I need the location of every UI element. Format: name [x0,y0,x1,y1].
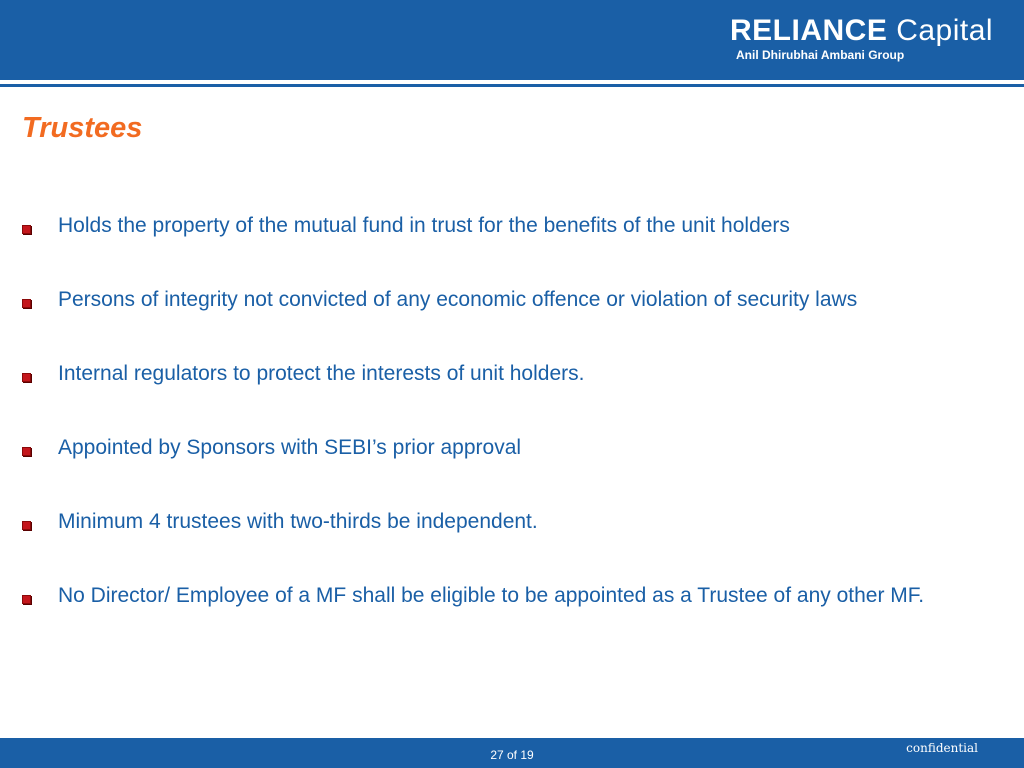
logo-capital-text: Capital [896,14,994,47]
footer-bar [0,738,1024,768]
bullet-item [22,284,982,315]
bullet-text: Internal regulators to protect the interests of unit holders. [58,362,585,385]
confidential-label: confidential [906,741,978,755]
square-bullet-icon [22,225,31,234]
bullet-item [22,432,982,463]
square-bullet-icon [22,373,31,382]
bullet-item [22,506,982,537]
page-number: 27 of 19 [490,748,534,762]
square-bullet-icon [22,595,31,604]
square-bullet-icon [22,521,31,530]
header-divider [0,84,1024,87]
bullet-text: Persons of integrity not convicted of any economic offence or violation of security laws [58,288,858,311]
bullet-text: Holds the property of the mutual fund in trust for the benefits of the unit holders [58,214,790,237]
bullet-item [22,358,982,389]
bullet-item [22,210,982,241]
logo-reliance-text: RELIANCE [730,14,888,47]
bullet-text: No Director/ Employee of a MF shall be eligible to be appointed as a Trustee of any other MF. [58,584,925,607]
header-bar [0,0,1024,84]
bullet-item [22,580,982,611]
reliance-capital-logo [730,14,1002,66]
logo-subtitle: Anil Dhirubhai Ambani Group [736,48,905,62]
logo-wordmark [730,14,993,48]
bullet-text: Appointed by Sponsors with SEBI’s prior approval [58,436,522,459]
square-bullet-icon [22,447,31,456]
bullet-list [22,210,982,611]
bullet-text: Minimum 4 trustees with two-thirds be independent. [58,510,538,533]
square-bullet-icon [22,299,31,308]
slide-title: Trustees [22,112,143,144]
